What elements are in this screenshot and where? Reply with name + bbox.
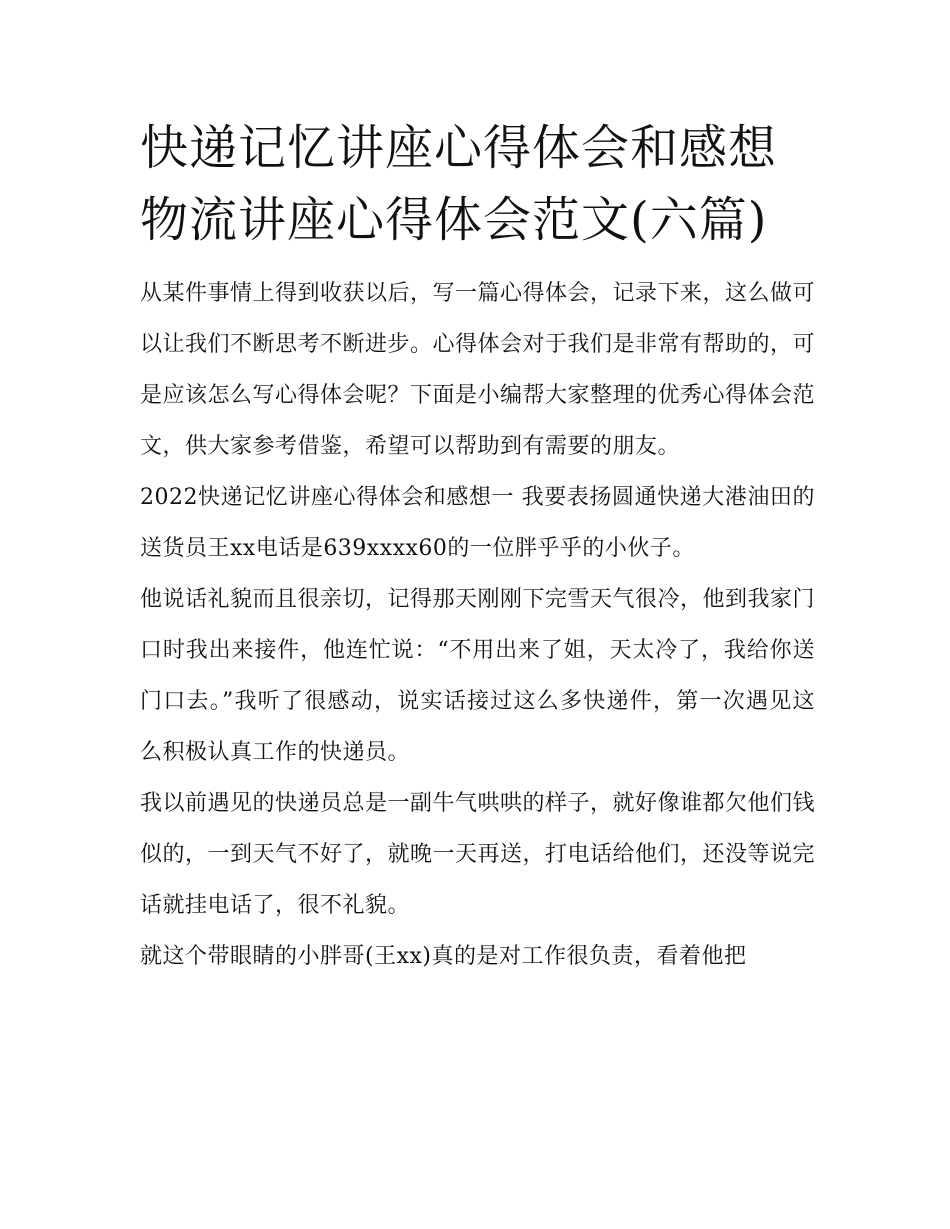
title-line-2: 物流讲座心得体会范文(六篇) [140, 192, 768, 248]
intro-paragraph: 从某件事情上得到收获以后，写一篇心得体会，记录下来，这么做可以让我们不断思考不断进步。心得体会对于我们是非常有帮助的，可是应该怎么写心得体会呢？下面是小编帮大家整理的优秀心得体会范文，供大家参考借鉴，希望可以帮助到有需要的朋友。 [140, 281, 816, 459]
document-title [140, 112, 815, 256]
title-line-1: 快递记忆讲座心得体会和感想 [140, 120, 778, 176]
body-paragraph-4: 就这个带眼睛的小胖哥(王xx)真的是对工作很负责，看着他把 [140, 944, 747, 969]
body-paragraph-2: 他说话礼貌而且很亲切，记得那天刚刚下完雪天气很冷，他到我家门口时我出来接件，他连忙说：“不用出来了姐，天太冷了，我给你送门口去。”我听了很感动，说实话接过这么多快递件，第一次遇见这么积极认真工作的快递员。 [140, 587, 816, 765]
document-body [140, 112, 815, 982]
body-paragraph-1: 2022快递记忆讲座心得体会和感想一 我要表扬圆通快递大港油田的送货员王xx电话是639xxxx60的一位胖乎乎的小伙子。 [140, 485, 815, 561]
body-paragraph-3: 我以前遇见的快递员总是一副牛气哄哄的样子，就好像谁都欠他们钱似的，一到天气不好了，就晚一天再送，打电话给他们，还没等说完话就挂电话了，很不礼貌。 [140, 791, 816, 918]
